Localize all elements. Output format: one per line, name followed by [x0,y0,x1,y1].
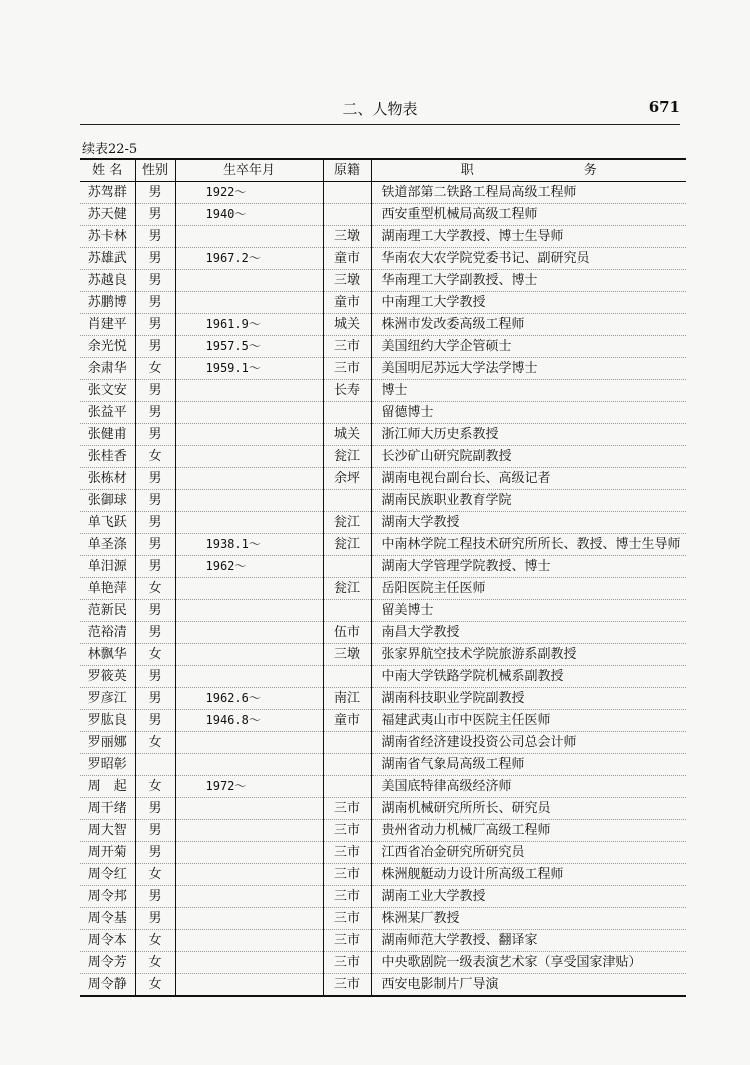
cell-position: 湖南省经济建设投资公司总会计师 [371,732,686,754]
cell-position: 湖南科技职业学院副教授 [371,688,686,710]
cell-life [175,446,323,468]
cell-name: 单圣涤 [80,534,135,556]
cell-name: 单艳萍 [80,578,135,600]
cell-origin [323,600,371,622]
cell-gender: 女 [135,974,175,997]
cell-gender: 男 [135,270,175,292]
cell-life [175,402,323,424]
cell-life [175,754,323,776]
cell-life [175,226,323,248]
cell-life [175,380,323,402]
cell-position: 南昌大学教授 [371,622,686,644]
cell-life: 1946.8～ [175,710,323,732]
column-header-position [371,159,686,182]
table-body [80,182,686,997]
cell-life [175,820,323,842]
cell-life: 1938.1～ [175,534,323,556]
cell-gender: 女 [135,776,175,798]
cell-origin: 城关 [323,424,371,446]
cell-position: 美国底特律高级经济师 [371,776,686,798]
table-row [80,798,686,820]
cell-name: 周令芳 [80,952,135,974]
cell-origin: 城关 [323,314,371,336]
cell-origin [323,204,371,226]
cell-gender: 女 [135,930,175,952]
table-row [80,820,686,842]
cell-gender: 男 [135,380,175,402]
table-row [80,974,686,997]
cell-gender: 女 [135,864,175,886]
cell-gender: 男 [135,842,175,864]
cell-gender: 男 [135,468,175,490]
cell-life [175,864,323,886]
table-row [80,446,686,468]
cell-gender: 男 [135,600,175,622]
cell-origin: 余坪 [323,468,371,490]
cell-origin [323,754,371,776]
cell-position: 湖南大学教授 [371,512,686,534]
cell-name: 张益平 [80,402,135,424]
cell-name: 苏天健 [80,204,135,226]
table-row [80,776,686,798]
cell-life: 1967.2～ [175,248,323,270]
cell-origin: 三市 [323,798,371,820]
table-row [80,424,686,446]
cell-origin: 三墩 [323,270,371,292]
table-row [80,402,686,424]
cell-gender: 男 [135,314,175,336]
table-row [80,314,686,336]
cell-life [175,798,323,820]
cell-name: 周开菊 [80,842,135,864]
cell-life [175,952,323,974]
cell-position: 湖南省气象局高级工程师 [371,754,686,776]
cell-life [175,578,323,600]
cell-position: 贵州省动力机械厂高级工程师 [371,820,686,842]
cell-position: 铁道部第二铁路工程局高级工程师 [371,182,686,204]
table-row [80,622,686,644]
cell-name: 周令静 [80,974,135,997]
cell-origin: 三墩 [323,226,371,248]
cell-origin: 瓮江 [323,446,371,468]
table-row [80,292,686,314]
cell-name: 肖建平 [80,314,135,336]
cell-origin: 三市 [323,358,371,380]
cell-name: 周令邦 [80,886,135,908]
cell-origin: 三市 [323,974,371,997]
cell-gender: 男 [135,336,175,358]
cell-position: 湖南大学管理学院教授、博士 [371,556,686,578]
table-row [80,644,686,666]
cell-gender: 男 [135,490,175,512]
table-row [80,688,686,710]
cell-position: 美国纽约大学企管硕士 [371,336,686,358]
cell-position: 长沙矿山研究院副教授 [371,446,686,468]
cell-gender: 男 [135,534,175,556]
cell-life: 1972～ [175,776,323,798]
cell-origin: 瓮江 [323,578,371,600]
cell-position: 中南林学院工程技术研究所所长、教授、博士生导师 [371,534,686,556]
cell-name: 张健甫 [80,424,135,446]
cell-life [175,270,323,292]
cell-origin: 三市 [323,952,371,974]
cell-life [175,732,323,754]
cell-position: 博士 [371,380,686,402]
cell-gender: 女 [135,358,175,380]
column-header-name: 姓 名 [80,159,135,182]
cell-gender: 男 [135,820,175,842]
cell-origin: 三市 [323,886,371,908]
cell-position: 华南理工大学副教授、博士 [371,270,686,292]
cell-name: 单飞跃 [80,512,135,534]
cell-position: 湖南民族职业教育学院 [371,490,686,512]
cell-origin [323,490,371,512]
cell-name: 周大智 [80,820,135,842]
cell-name: 张桂香 [80,446,135,468]
cell-position: 中央歌剧院一级表演艺术家（享受国家津贴） [371,952,686,974]
table-row [80,842,686,864]
cell-life: 1922～ [175,182,323,204]
cell-life [175,622,323,644]
cell-position: 中南大学铁路学院机械系副教授 [371,666,686,688]
cell-origin: 童市 [323,710,371,732]
cell-origin: 三市 [323,842,371,864]
cell-life [175,292,323,314]
cell-gender: 男 [135,666,175,688]
cell-life [175,908,323,930]
table-row [80,732,686,754]
cell-name: 苏驾群 [80,182,135,204]
cell-origin [323,666,371,688]
cell-origin: 长寿 [323,380,371,402]
cell-origin: 瓮江 [323,512,371,534]
cell-life: 1961.9～ [175,314,323,336]
cell-name: 周令红 [80,864,135,886]
table-row [80,270,686,292]
cell-life: 1957.5～ [175,336,323,358]
column-header-origin: 原籍 [323,159,371,182]
cell-life: 1940～ [175,204,323,226]
cell-origin: 南江 [323,688,371,710]
table-row [80,380,686,402]
cell-name: 余光悦 [80,336,135,358]
cell-gender: 男 [135,292,175,314]
cell-name: 苏鹏博 [80,292,135,314]
cell-name: 单汨源 [80,556,135,578]
cell-name: 范裕清 [80,622,135,644]
cell-life [175,974,323,997]
cell-gender: 男 [135,204,175,226]
cell-name: 张栋材 [80,468,135,490]
table-row [80,886,686,908]
cell-origin: 童市 [323,248,371,270]
cell-origin: 三墩 [323,644,371,666]
cell-gender: 男 [135,248,175,270]
cell-life [175,490,323,512]
cell-position: 湖南电视台副台长、高级记者 [371,468,686,490]
cell-position: 江西省冶金研究所研究员 [371,842,686,864]
column-header-life: 生卒年月 [175,159,323,182]
cell-life [175,842,323,864]
cell-position: 福建武夷山市中医院主任医师 [371,710,686,732]
cell-gender: 男 [135,622,175,644]
cell-position: 湖南理工大学教授、博士生导师 [371,226,686,248]
column-header-position-part2: 务 [583,163,597,178]
cell-life [175,512,323,534]
cell-origin: 瓮江 [323,534,371,556]
cell-name: 苏雄武 [80,248,135,270]
cell-origin [323,182,371,204]
cell-name: 苏越良 [80,270,135,292]
cell-gender: 男 [135,886,175,908]
cell-name: 苏卡林 [80,226,135,248]
table-row [80,754,686,776]
cell-position: 浙江师大历史系教授 [371,424,686,446]
table-row [80,204,686,226]
cell-origin [323,556,371,578]
cell-gender: 女 [135,446,175,468]
cell-name: 林飘华 [80,644,135,666]
table-row [80,600,686,622]
cell-life: 1962.6～ [175,688,323,710]
cell-gender: 男 [135,226,175,248]
cell-position: 株洲某厂教授 [371,908,686,930]
table-caption: 续表22-5 [82,142,138,157]
cell-gender: 男 [135,424,175,446]
cell-life [175,600,323,622]
table-row [80,666,686,688]
cell-name: 周干绪 [80,798,135,820]
table-row [80,336,686,358]
cell-gender: 女 [135,732,175,754]
table-row [80,952,686,974]
cell-origin [323,776,371,798]
cell-gender: 男 [135,182,175,204]
table-row [80,556,686,578]
cell-position: 株洲市发改委高级工程师 [371,314,686,336]
cell-gender: 男 [135,798,175,820]
cell-gender [135,754,175,776]
table-row [80,908,686,930]
cell-life: 1962～ [175,556,323,578]
table-row [80,578,686,600]
cell-position: 湖南师范大学教授、翻译家 [371,930,686,952]
cell-name: 周 起 [80,776,135,798]
cell-life: 1959.1～ [175,358,323,380]
table-row [80,248,686,270]
cell-name: 罗肱良 [80,710,135,732]
cell-position: 中南理工大学教授 [371,292,686,314]
cell-life [175,468,323,490]
table-row [80,490,686,512]
table-row [80,468,686,490]
cell-gender: 女 [135,578,175,600]
page-header [80,96,680,125]
cell-name: 罗丽娜 [80,732,135,754]
cell-gender: 男 [135,512,175,534]
cell-origin: 三市 [323,820,371,842]
cell-origin: 三市 [323,336,371,358]
section-title: 二、人物表 [342,100,418,118]
cell-origin [323,402,371,424]
cell-position: 张家界航空技术学院旅游系副教授 [371,644,686,666]
table-row [80,358,686,380]
cell-life [175,644,323,666]
cell-origin: 伍市 [323,622,371,644]
cell-position: 留德博士 [371,402,686,424]
cell-position: 华南农大农学院党委书记、副研究员 [371,248,686,270]
cell-position: 西安重型机械局高级工程师 [371,204,686,226]
cell-name: 罗彦江 [80,688,135,710]
cell-name: 范新民 [80,600,135,622]
cell-name: 周令本 [80,930,135,952]
cell-position: 美国明尼苏远大学法学博士 [371,358,686,380]
cell-gender: 男 [135,908,175,930]
cell-origin: 三市 [323,930,371,952]
table-row [80,930,686,952]
column-header-gender: 性别 [135,159,175,182]
cell-gender: 男 [135,688,175,710]
cell-gender: 女 [135,644,175,666]
cell-gender: 男 [135,402,175,424]
cell-life [175,424,323,446]
cell-origin: 三市 [323,864,371,886]
cell-position: 岳阳医院主任医师 [371,578,686,600]
table-row [80,512,686,534]
cell-life [175,886,323,908]
person-table [80,158,686,997]
table-header-row [80,159,686,182]
cell-position: 留美博士 [371,600,686,622]
cell-name: 罗筱英 [80,666,135,688]
cell-position: 湖南工业大学教授 [371,886,686,908]
cell-position: 株洲舰艇动力设计所高级工程师 [371,864,686,886]
cell-name: 周令基 [80,908,135,930]
table-row [80,182,686,204]
page-number: 671 [648,98,680,116]
cell-name: 余肃华 [80,358,135,380]
cell-name: 张文安 [80,380,135,402]
cell-gender: 男 [135,710,175,732]
cell-life [175,666,323,688]
cell-position: 西安电影制片厂导演 [371,974,686,997]
cell-position: 湖南机械研究所所长、研究员 [371,798,686,820]
column-header-position-part1: 职 [460,163,474,178]
cell-name: 张御球 [80,490,135,512]
cell-life [175,930,323,952]
cell-origin [323,732,371,754]
table-row [80,226,686,248]
table-row [80,864,686,886]
table-row [80,534,686,556]
cell-origin: 童市 [323,292,371,314]
table-row [80,710,686,732]
cell-origin: 三市 [323,908,371,930]
cell-name: 罗昭彰 [80,754,135,776]
cell-gender: 女 [135,952,175,974]
cell-gender: 男 [135,556,175,578]
